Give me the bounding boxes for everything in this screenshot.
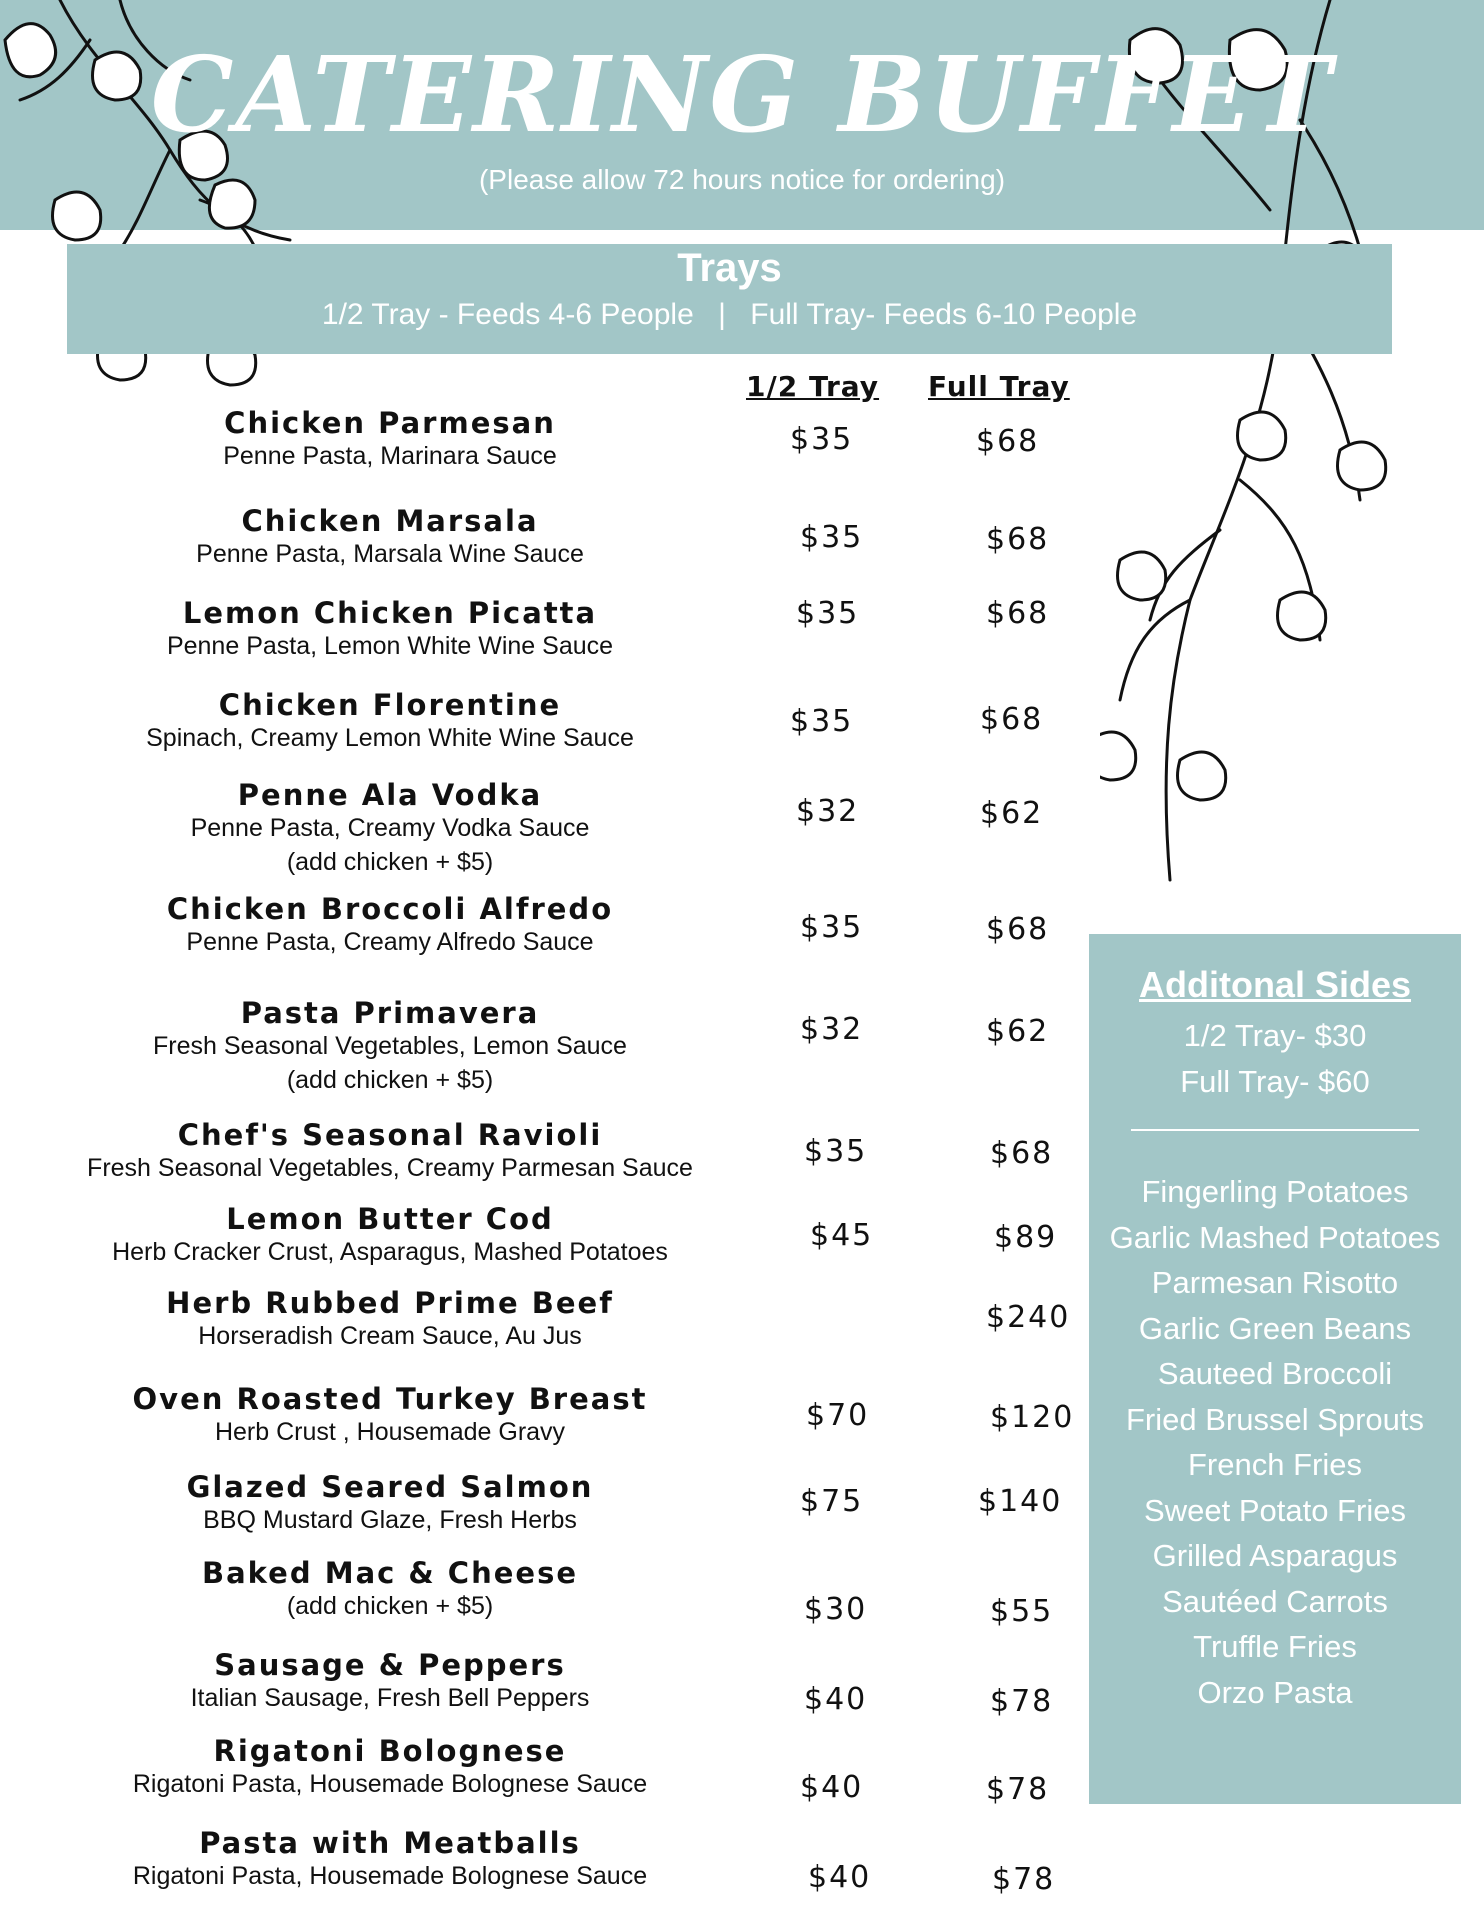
menu-item-full-price: $120: [990, 1400, 1075, 1435]
side-item: Fried Brussel Sprouts: [1125, 1401, 1425, 1437]
menu-item-name: Penne Ala Vodka: [237, 778, 543, 812]
menu-item-name: Chicken Broccoli Alfredo: [166, 892, 614, 926]
menu-item: [60, 1382, 720, 1448]
menu-item-name: Sausage & Peppers: [214, 1648, 566, 1682]
menu-item-full-price: $78: [992, 1862, 1056, 1897]
menu-item-half-price: $40: [808, 1860, 872, 1895]
menu-item-full-price: $68: [976, 424, 1040, 459]
menu-item-name: Herb Rubbed Prime Beef: [166, 1286, 614, 1320]
menu-item-half-price: $40: [800, 1770, 864, 1805]
side-item: Parmesan Risotto: [1151, 1265, 1399, 1300]
menu-item-half-price: $75: [800, 1484, 864, 1519]
full-tray-feeds: Full Tray- Feeds 6-10 People: [750, 298, 1138, 331]
menu-item-full-price: $68: [986, 522, 1050, 557]
menu-item-note: (add chicken + $5): [286, 1066, 494, 1094]
menu-item-full-price: $78: [990, 1684, 1054, 1719]
side-item: Sauteed Broccoli: [1157, 1356, 1393, 1391]
menu-item-description: Herb Crust , Housemade Gravy: [214, 1418, 566, 1446]
menu-item: [60, 996, 720, 1098]
menu-item-name: Rigatoni Bolognese: [213, 1734, 567, 1768]
menu-item-full-price: $89: [994, 1220, 1058, 1255]
side-item: French Fries: [1188, 1447, 1362, 1482]
sides-full-price: Full Tray- $60: [1180, 1064, 1370, 1099]
menu-item-name: Chicken Parmesan: [224, 406, 556, 440]
menu-item-half-price: $30: [804, 1592, 868, 1627]
side-item: Sweet Potato Fries: [1144, 1492, 1406, 1528]
sides-title: Additonal Sides: [1138, 964, 1412, 1005]
menu-item-half-price: $35: [804, 1134, 868, 1169]
menu-item: [60, 1470, 720, 1536]
menu-item: [60, 1556, 720, 1622]
menu-item-description: Fresh Seasonal Vegetables, Creamy Parmesan Sauce: [87, 1154, 693, 1182]
menu-item-name: Baked Mac & Cheese: [202, 1556, 578, 1590]
menu-item-name: Chef's Seasonal Ravioli: [177, 1118, 603, 1152]
menu-item-half-price: $35: [800, 910, 864, 945]
menu-item-half-price: $35: [790, 704, 854, 739]
side-item: Truffle Fries: [1193, 1629, 1357, 1664]
menu-item-description: (add chicken + $5): [286, 1592, 494, 1620]
menu-item-half-price: $32: [800, 1012, 864, 1047]
menu-item-name: Chicken Florentine: [218, 688, 562, 722]
menu-item-half-price: $70: [806, 1398, 870, 1433]
menu-item: [60, 688, 720, 754]
side-item: Sautéed Carrots: [1162, 1583, 1388, 1619]
menu-item-half-price: $45: [810, 1218, 874, 1253]
menu-item-full-price: $62: [986, 1014, 1050, 1049]
page-title: CATERING BUFFET: [150, 33, 1334, 156]
side-item: Orzo Pasta: [1197, 1674, 1353, 1710]
column-header-half-tray: 1/2 Tray: [746, 370, 880, 403]
menu-item-full-price: $140: [978, 1484, 1063, 1519]
menu-item-name: Pasta with Meatballs: [199, 1826, 581, 1860]
menu-item-name: Glazed Seared Salmon: [186, 1470, 594, 1504]
menu-item-half-price: $32: [796, 794, 860, 829]
ordering-notice: (Please allow 72 hours notice for ordering): [478, 164, 1006, 195]
sides-divider: [1131, 1129, 1419, 1131]
menu-item-full-price: $55: [990, 1594, 1054, 1629]
menu-item: [60, 1286, 720, 1352]
menu-item-description: Rigatoni Pasta, Housemade Bolognese Sauce: [132, 1770, 648, 1798]
menu-item: [60, 1648, 720, 1714]
side-item: Fingerling Potatoes: [1141, 1174, 1409, 1209]
menu-item-description: BBQ Mustard Glaze, Fresh Herbs: [203, 1506, 577, 1534]
menu-item: [60, 1826, 720, 1892]
menu-item-name: Lemon Butter Cod: [226, 1202, 554, 1236]
sides-list: [1089, 1169, 1461, 1715]
menu-item: [60, 778, 720, 880]
menu-item-description: Rigatoni Pasta, Housemade Bolognese Sauce: [132, 1862, 648, 1890]
menu-item-description: Spinach, Creamy Lemon White Wine Sauce: [146, 724, 634, 752]
menu-item-description: Penne Pasta, Lemon White Wine Sauce: [166, 632, 614, 660]
menu-item-description: Italian Sausage, Fresh Bell Peppers: [190, 1684, 590, 1712]
menu-item-half-price: $35: [800, 520, 864, 555]
menu-item-full-price: $68: [986, 596, 1050, 631]
menu-item-name: Lemon Chicken Picatta: [182, 596, 598, 630]
menu-item: [60, 892, 720, 958]
menu-item-description: Penne Pasta, Marsala Wine Sauce: [196, 540, 584, 568]
half-tray-feeds: 1/2 Tray - Feeds 4-6 People: [321, 298, 694, 331]
menu-item-half-price: $35: [796, 596, 860, 631]
trays-title: Trays: [677, 246, 782, 290]
trays-separator: |: [718, 298, 726, 331]
menu-item: [60, 1202, 720, 1268]
trays-banner: [67, 244, 1392, 354]
menu-item-full-price: $68: [980, 702, 1044, 737]
menu-item-full-price: $68: [986, 912, 1050, 947]
menu-item-description: Horseradish Cream Sauce, Au Jus: [198, 1322, 582, 1350]
side-item: Garlic Green Beans: [1138, 1310, 1412, 1346]
menu-item-description: Herb Cracker Crust, Asparagus, Mashed Potatoes: [112, 1238, 668, 1266]
menu-item-full-price: $62: [980, 796, 1044, 831]
menu-item-half-price: $35: [790, 422, 854, 457]
side-item: Garlic Mashed Potatoes: [1109, 1219, 1441, 1255]
menu-item-description: Penne Pasta, Creamy Alfredo Sauce: [186, 928, 594, 956]
menu-item: [60, 504, 720, 570]
menu-item: [60, 1734, 720, 1800]
menu-item: [60, 406, 720, 472]
menu-item-description: Fresh Seasonal Vegetables, Lemon Sauce: [153, 1032, 627, 1060]
menu-item: [60, 1118, 720, 1184]
menu-item-half-price: $40: [804, 1682, 868, 1717]
side-item: Grilled Asparagus: [1152, 1538, 1398, 1573]
menu-item-description: Penne Pasta, Marinara Sauce: [223, 442, 557, 470]
menu-item-name: Pasta Primavera: [240, 996, 540, 1030]
menu-item-full-price: $68: [990, 1136, 1054, 1171]
sides-half-price: 1/2 Tray- $30: [1183, 1018, 1367, 1053]
menu-item-description: Penne Pasta, Creamy Vodka Sauce: [190, 814, 590, 842]
additional-sides-panel: [1089, 934, 1461, 1804]
column-header-full-tray: Full Tray: [928, 370, 1070, 403]
menu-item: [60, 596, 720, 662]
menu-item-name: Chicken Marsala: [241, 504, 539, 538]
menu-item-note: (add chicken + $5): [286, 848, 494, 876]
trays-sizes: [67, 298, 1392, 332]
menu-item-full-price: $78: [986, 1772, 1050, 1807]
menu-item-full-price: $240: [986, 1300, 1071, 1335]
menu-item-name: Oven Roasted Turkey Breast: [132, 1382, 648, 1416]
